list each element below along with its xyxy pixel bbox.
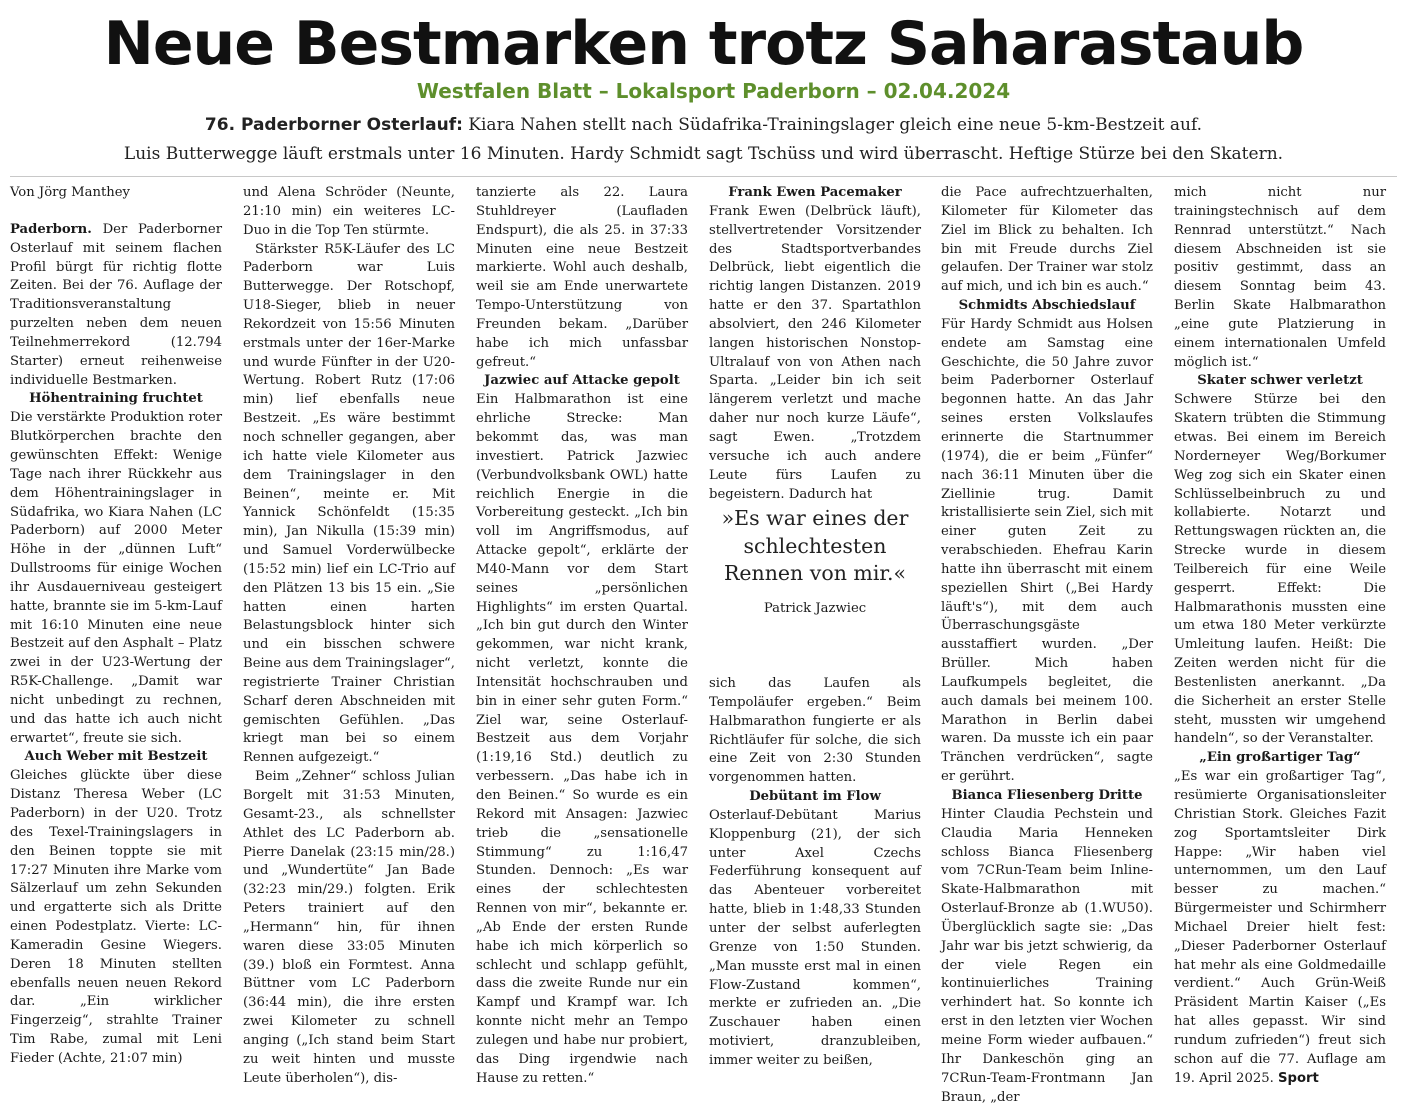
paragraph-text: Der Paderborner Osterlauf mit seinem flachen Profil bürgt für richtig flotte Zeiten. Bei der 76. Auflage der Traditionsveranstaltung purzelten neben dem neuen Teilnehmerrekord (12.794 Starter) erneut reihenweise individuelle Bestmarken.: [10, 221, 222, 388]
subhead-label: 76. Paderborner Osterlauf:: [204, 115, 463, 135]
paragraph: Beim „Zehner“ schloss Julian Borgelt mit 31:53 Minuten, Gesamt-23., als schnellster Athlet des LC Paderborn ab. Pierre Danelak (23:15 min/28.) und „Wundertüte“ Jan Bade (32:23 min/29.) folgten. Erik Peters trainiert auf den „Hermann“ hin, für ihnen waren diese 33:05 Minuten (39.) bloß ein Formtest. Anna Büttner vom LC Paderborn (36:44 min), die ihre ersten zwei Kilometer zu schnell anging („Ich stand beim Start zu weit hinten und musste Leute überholen“), dis-: [243, 769, 455, 1086]
paragraph: [1174, 768, 1386, 1088]
paragraph: Frank Ewen (Delbrück läuft), stellvertretender Vorsitzender des Stadtsportverbandes Delbrück, liebt eigentlich die richtig langen Distanzen. 2019 hatte er den 37. Spartathlon absolviert, den 246 Kilometer langen historischen Nonstop-Ultralauf von von Athen nach Sparta. „Leider bin ich seit längerem verletzt und mache daher nur noch kurze Läufe“, sagt Ewen. „Trotzdem versuche ich auch andere Leute fürs Laufen zu begeistern. Dadurch hat: [709, 203, 921, 502]
paragraph: Die verstärkte Produktion roter Blutkörperchen brachte den gewünschten Effekt: Wenige Tage nach ihrer Rückkehr aus dem Höhentrainingslager in Südafrika, wo Kiara Nahen (LC Paderborn) auf 2000 Meter Höhe in der „dünnen Luft“ Dullstrooms für einige Wochen ihr Ausdauerniveau gesteigert hatte, brannte sie im 5-km-Lauf mit 16:10 Minuten eine neue Bestzeit auf den Asphalt – Platz zwei in der U23-Wertung der R5K-Challenge. „Damit war nicht unbedingt zu rechnen, und das hatte ich auch nicht erwartet“, freute sie sich.: [10, 410, 222, 746]
subheading: Jazwiec auf Attacke gepolt: [484, 373, 680, 389]
subheading: Debütant im Flow: [749, 789, 881, 805]
paragraph: die Pace aufrechtzuerhalten, Kilometer für Kilometer das Ziel im Blick zu behalten. Ich bin mit Freude durchs Ziel gelaufen. Der Trainer war stolz auf mich, und ich bin es auch.“: [941, 185, 1153, 295]
subheading: Skater schwer verletzt: [1197, 373, 1363, 389]
byline: Von Jörg Manthey: [10, 185, 131, 200]
paragraph: und Alena Schröder (Neunte, 21:10 min) ein weiteres LC-Duo in die Top Ten stürmte.: [243, 185, 455, 238]
column-4-top: [709, 184, 921, 504]
subheading: Bianca Fliesenberg Dritte: [951, 788, 1143, 803]
paragraph: Für Hardy Schmidt aus Holsen endete am Samstag eine Geschichte, die 50 Jahre zuvor beim Paderborner Osterlauf begonnen hatte. An das Jahr seines ersten Volkslaufes erinnerte die Startnummer (1974), die er beim „Fünfer“ nach 36:11 Minuten über die Ziellinie trug. Damit kristallisierte sein Ziel, sich mit einer guten Zeit zu verabschieden. Ehefrau Karin hatte ihn überrascht mit einem speziellen Shirt („Bei Hardy läuft's“), mit dem auch Überraschungsgäste ausstaffiert wurden. „Der Brüller. Mich haben Laufkumpels begleitet, die auch damals bei meinem 100. Marathon in Berlin dabei waren. Da musste ich ein paar Tränchen verdrücken“, sagte er gerührt.: [941, 316, 1153, 785]
pull-quote: [709, 505, 921, 618]
paragraph: Stärkster R5K-Läufer des LC Paderborn war Luis Butterwegge. Der Rotschopf, U18-Sieger, blieb in neuer Rekordzeit von 15:56 Minuten erstmals unter der 16er-Marke und wurde Fünfter in der U20-Wertung. Robert Rutz (17:06 min) lief ebenfalls neue Bestzeit. „Es wäre bestimmt noch schneller gegangen, aber ich hatte viele Kilometer aus dem Trainingslager in den Beinen“, meinte er. Mit Yannick Schönfeldt (15:35 min), Jan Nikulla (15:39 min) und Samuel Vorderwülbecke (15:52 min) lief ein LC-Trio auf den Plätzen 13 bis 15 ein. „Sie hatten einen harten Belastungsblock hinter sich und ein bisschen schwere Beine aus dem Trainingslager“, registrierte Trainer Christian Scharf deren Abschneiden mit gemischten Gefühlen. „Das kriegt man bei so einem Rennen aufgezeigt.“: [243, 241, 455, 766]
column-6: [1174, 184, 1386, 1089]
subhead-line-2: Luis Butterwegge läuft erstmals unter 16 Minuten. Hardy Schmidt sagt Tschüss und wird überrascht. Heftige Stürze bei den Skatern.: [123, 144, 1284, 164]
author-signature: Sport: [1278, 1070, 1319, 1086]
pull-quote-text: »Es war eines der schlechtesten Rennen von mir.«: [721, 506, 909, 585]
column-3: [476, 184, 688, 1089]
subheading: Schmidts Abschiedslauf: [958, 298, 1136, 314]
source-line: Westfalen Blatt – Lokalsport Paderborn – 02.04.2024: [416, 79, 1011, 103]
column-4-bottom: [709, 675, 921, 1071]
paragraph: Schwere Stürze bei den Skatern trübten die Stimmung etwas. Bei einem im Bereich Norderneyer Weg/Borkumer Weg zog sich ein Skater einen Schlüsselbeinbruch zu und kollabierte. Notarzt und Rettungswagen rückten an, die Strecke wurde in diesem Teilbereich für eine Weile gesperrt. Effekt: Die Halbmarathonis mussten eine um etwa 180 Meter verkürzte Umleitung laufen. Heißt: Die Zeiten werden nicht für die Bestenlisten anerkannt. „Da die Sicherheit an erster Stelle steht, mussten wir umgehend handeln“, so der Veranstalter.: [1174, 392, 1386, 747]
subhead-text-1: Kiara Nahen stellt nach Südafrika-Trainingslager gleich eine neue 5-km-Bestzeit auf.: [462, 115, 1203, 135]
paragraph: tanzierte als 22. Laura Stuhldreyer (Laufladen Endspurt), die als 25. in 37:33 Minuten eine neue Bestzeit markierte. Wohl auch deshalb, weil sie am Ende unerwartete Tempo-Unterstützung von Freunden bekam. „Darüber habe ich mich unfassbar gefreut.“: [476, 185, 688, 370]
paragraph: Ein Halbmarathon ist eine ehrliche Strecke: Man bekommt das, was man investiert. Patrick Jazwiec (Verbundvolksbank OWL) hatte reichlich Energie in die Vorbereitung gesteckt. „Ich bin voll im Angriffsmodus, auf Attacke gepolt“, erklärte der M40-Mann vor dem Start seines „persönlichen Highlights“ im ersten Quartal. „Ich bin gut durch den Winter gekommen, war nicht krank, nicht verletzt, konnte die Intensität hochschrauben und bin in einer sehr guten Form.“ Ziel war, seine Osterlauf-Bestzeit aus dem Vorjahr (1:19,16 Std.) deutlich zu verbessern. „Das habe ich in den Beinen.“ So wurde es ein Rekord mit Ansagen: Jazwiec trieb die „sensationelle Stimmung“ zu 1:16,47 Stunden. Dennoch: „Es war eines der schlechtesten Rennen von mir“, bekannte er. „Ab Ende der ersten Runde habe ich mich körperlich so schlecht und schlapp gefühlt, dass die zweite Runde nur ein Kampf und Krampf war. Ich konnte nicht mehr an Tempo zulegen und habe nur probiert, das Ding irgendwie nach Hause zu retten.“: [476, 392, 688, 1086]
headline: Neue Bestmarken trotz Saharastaub: [103, 9, 1304, 79]
column-1: [10, 184, 222, 1069]
pull-quote-author: Patrick Jazwiec: [763, 600, 867, 616]
paragraph: sich das Laufen als Tempoläufer ergeben.“ Beim Halbmarathon fungierte er als Richtläufer für solche, die sich eine Zeit von 2:30 Stunden vorgenommen hatten.: [709, 676, 921, 786]
subheading: Frank Ewen Pacemaker: [728, 185, 902, 200]
paragraph: Gleiches glückte über diese Distanz Theresa Weber (LC Paderborn) in der U20. Trotz des Texel-Trainingslagers in den Beinen toppte sie mit 17:27 Minuten ihre Marke vom Sälzerlauf um zehn Sekunden und ergatterte sich als Dritte einen Podestplatz. Vierte: LC-Kameradin Gesine Wiegers. Deren 18 Minuten stellten ebenfalls neuen neuen Rekord dar. „Ein wirklicher Fingerzeig“, strahlte Trainer Tim Rabe, zumal mit Leni Fieder (Achte, 21:07 min): [10, 768, 222, 1066]
subheading: Höhentraining fruchtet: [29, 391, 203, 407]
subhead-line-1: [0, 113, 1407, 137]
subheading: „Ein großartiger Tag“: [1199, 750, 1361, 766]
paragraph: mich nicht nur trainingstechnisch auf dem Rennrad unterstützt.“ Nach diesem Abschneiden ist sie positiv gestimmt, dass an diesem Sonntag beim 43. Berlin Skate Halbmarathon „eine gute Platzierung in einem internationalen Umfeld möglich ist.“: [1174, 185, 1386, 370]
subheading: Auch Weber mit Bestzeit: [24, 749, 208, 765]
paragraph: [10, 221, 222, 391]
dateline: Paderborn.: [10, 221, 92, 237]
column-2: [243, 184, 455, 1089]
paragraph: Osterlauf-Debütant Marius Kloppenburg (21), der sich unter Axel Czechs Federführung konsequent auf das Abenteuer vorbereitet hatte, blieb in 1:48,33 Stunden unter der selbst auferlegten Grenze von 1:50 Stunden. „Man musste erst mal in einen Flow-Zustand kommen“, merkte er zufrieden an. „Die Zuschauer haben einen motiviert, dranzubleiben, immer weiter zu beißen,: [709, 807, 921, 1068]
paragraph: Hinter Claudia Pechstein und Claudia Maria Henneken schloss Bianca Fliesenberg vom 7CRun-Team beim Inline-Skate-Halbmarathon mit Osterlauf-Bronze ab (1.WU50). Überglücklich sagte sie: „Das Jahr war bis jetzt schwierig, da der viele Regen ein kontinuierliches Training verhindert hat. So konnte ich erst in den letzten vier Wochen meine Form wieder aufbauen.“ Ihr Dankeschön ging an 7CRun-Team-Frontmann Jan Braun, „der: [941, 806, 1153, 1105]
column-5: [941, 184, 1153, 1107]
header-divider: [10, 176, 1397, 177]
paragraph-text: „Es war ein großartiger Tag“, resümierte Organisationsleiter Christian Stork. Gleiches Fazit zog Sportamtsleiter Dirk Happe: „Wir haben viel unternommen, um den Lauf besser zu machen.“ Bürgermeister und Schirmherr Michael Dreier hielt fest: „Dieser Paderborner Osterlauf hat mehr als eine Goldmedaille verdient.“ Auch Grün-Weiß Präsident Martin Kaiser („Es hat alles gepasst. Wir sind rundum zufrieden“) freut sich schon auf die 77. Auflage am 19. April 2025.: [1174, 769, 1386, 1086]
